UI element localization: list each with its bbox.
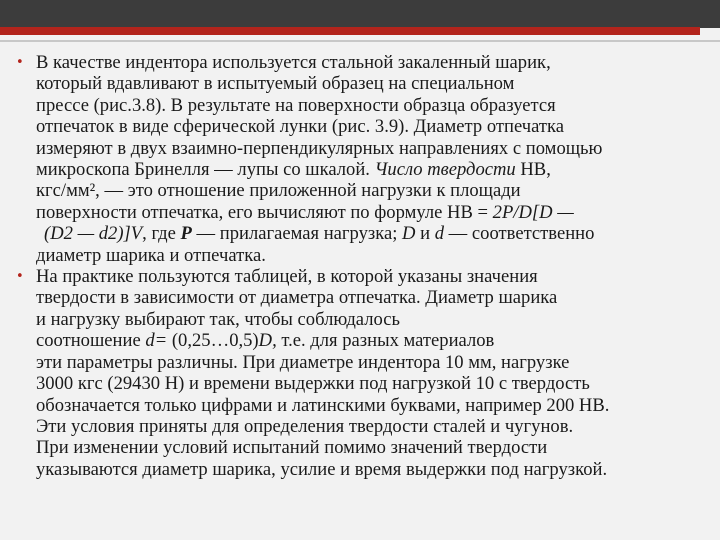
text-line: который вдавливают в испытуемый образец на специальном xyxy=(36,73,515,95)
text-line: измеряют в двух взаимно-перпендикулярных направлениях с помощью xyxy=(36,137,603,159)
text-line: и нагрузку выбирают так, чтобы соблюдалось xyxy=(36,308,400,330)
text-line: 3000 кгс (29430 Н) и времени выдержки под нагрузкой 10 с твердость xyxy=(36,373,590,395)
text-line: указываются диаметр шарика, усилие и время выдержки под нагрузкой. xyxy=(36,458,608,480)
text-line: микроскопа Бринелля — лупы со шкалой. Число твердости НВ, xyxy=(36,159,551,181)
slide-accent-bar xyxy=(0,27,700,35)
text-line: обозначается только цифрами и латинскими буквами, например 200 НВ. xyxy=(36,394,610,416)
slide-body xyxy=(14,52,714,480)
text-line: поверхности отпечатка, его вычисляют по формуле НВ = 2Р/D[D — xyxy=(36,201,574,223)
text-line: твердости в зависимости от диаметра отпечатка. Диаметр шарика xyxy=(36,287,558,309)
text-line: эти параметры различны. При диаметре индентора 10 мм, нагрузке xyxy=(36,351,570,373)
bullet-icon: • xyxy=(16,269,24,285)
slide-divider xyxy=(0,40,720,42)
text-line: диаметр шарика и отпечатка. xyxy=(36,244,266,266)
text-line: На практике пользуются таблицей, в которой указаны значения xyxy=(36,266,538,288)
bullet-item-2 xyxy=(14,266,714,480)
text-line: кгс/мм², — это отношение приложенной нагрузки к площади xyxy=(36,180,521,202)
text-line: В качестве индентора используется стальной закаленный шарик, xyxy=(36,52,551,73)
text-line: Эти условия приняты для определения твердости сталей и чугунов. xyxy=(36,415,574,437)
text-line: отпечаток в виде сферической лунки (рис. 3.9). Диаметр отпечатка xyxy=(36,116,565,138)
text-line: При изменении условий испытаний помимо значений твердости xyxy=(36,437,548,459)
text-line: (D2 — d2)]V, где Р — прилагаемая нагрузка; D и d — соответственно xyxy=(44,223,595,245)
text-line: прессе (рис.3.8). В результате на поверхности образца образуется xyxy=(36,94,556,116)
bullet-item-1 xyxy=(14,52,714,266)
slide-header-bar xyxy=(0,0,720,28)
text-line: соотношение d= (0,25…0,5)D, т.е. для разных материалов xyxy=(36,330,495,352)
bullet-icon: • xyxy=(16,55,24,70)
